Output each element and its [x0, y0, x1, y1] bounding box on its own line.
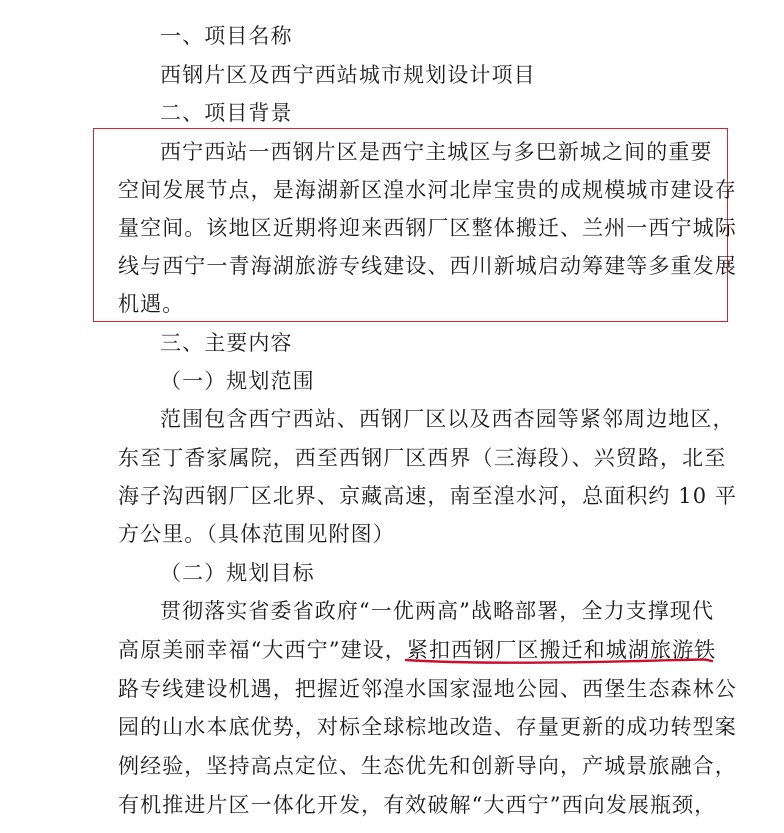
subheading-planning-goals: （二）规划目标 — [160, 561, 315, 585]
section-heading-background: 二、项目背景 — [160, 101, 293, 125]
background-line-1: 西宁西站一西钢片区是西宁主城区与多巴新城之间的重要 — [160, 140, 713, 164]
scope-line-4: 方公里。（具体范围见附图） — [118, 522, 395, 546]
background-line-5: 机遇。 — [118, 292, 185, 316]
background-line-2: 空间发展节点，是海湖新区湟水河北岸宝贵的成规模城市建设存 — [118, 178, 737, 202]
scope-line-1: 范围包含西宁西站、西钢厂区以及西杏园等紧邻周边地区， — [160, 407, 735, 431]
subheading-planning-scope: （一）规划范围 — [160, 369, 315, 393]
goal-line-3: 路专线建设机遇，把握近邻湟水国家湿地公园、西堡生态森林公 — [118, 677, 737, 701]
scope-line-3: 海子沟西钢厂区北界、京藏高速，南至湟水河，总面积约 10 平 — [118, 484, 738, 508]
background-line-3: 量空间。该地区近期将迎来西钢厂区整体搬迁、兰州一西宁城际 — [118, 216, 737, 240]
section-heading-main-content: 三、主要内容 — [160, 331, 293, 355]
scope-line-2: 东至丁香家属院，西至西钢厂区西界（三海段）、兴贸路，北至 — [118, 446, 727, 470]
goal-line-4: 园的山水本底优势，对标全球棕地改造、存量更新的成功转型案 — [118, 715, 737, 739]
background-line-4: 线与西宁一青海湖旅游专线建设、西川新城启动筹建等多重发展 — [118, 254, 737, 278]
goal-line-1: 贯彻落实省委省政府“一优两高”战略部署，全力支撑现代 — [160, 599, 715, 623]
section-heading-project-name: 一、项目名称 — [160, 24, 293, 48]
underline-stroke — [406, 660, 712, 663]
goal-line-5: 例经验，坚持高点定位、生态优先和创新导向，产城景旅融合， — [118, 754, 737, 778]
goal-line-6: 有机推进片区一体化开发，有效破解“大西宁”西向发展瓶颈， — [118, 793, 717, 817]
goal-line-2: 高原美丽幸福“大西宁”建设，紧扣西钢厂区搬迁和城湖旅游铁 — [118, 638, 717, 662]
project-name-text: 西钢片区及西宁西站城市规划设计项目 — [160, 63, 536, 87]
